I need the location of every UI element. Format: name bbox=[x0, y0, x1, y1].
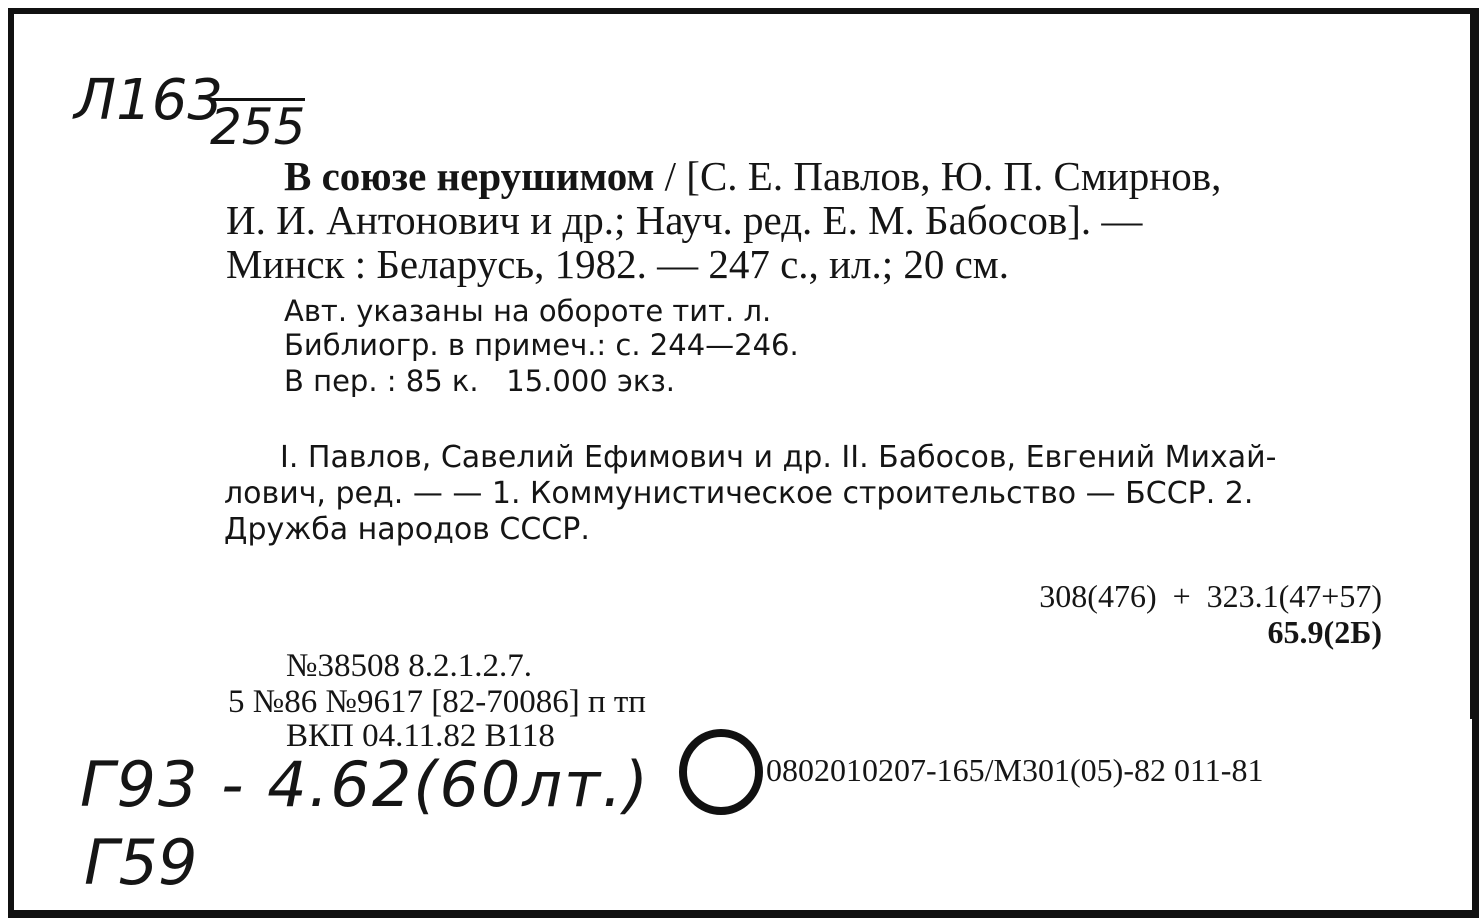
handwritten-note-1: Г93 - 4.62(60лт.) bbox=[80, 748, 650, 821]
bbk-index: 65.9(2Б) bbox=[1267, 614, 1382, 650]
note-binding-price: В пер. : 85 к. 15.000 экз. bbox=[284, 364, 676, 398]
production-line-2: 5 №86 №9617 [82-70086] п тп bbox=[228, 684, 646, 720]
handwritten-note-2: Г59 bbox=[84, 826, 198, 899]
title-line-3: Минск : Беларусь, 1982. — 247 с., ил.; 20 см. bbox=[226, 241, 1009, 287]
tracing-line-1: I. Павлов, Савелий Ефимович и др. II. Бабосов, Евгений Михай- bbox=[280, 440, 1277, 475]
note-bibliography: Библиогр. в примеч.: с. 244—246. bbox=[284, 328, 799, 362]
production-line-1: №38508 8.2.1.2.7. bbox=[286, 648, 532, 684]
tracing-line-2: лович, ред. — — 1. Коммунистическое строительство — БССР. 2. bbox=[224, 476, 1254, 511]
responsibility-statement: / [С. Е. Павлов, Ю. П. Смирнов, bbox=[664, 153, 1222, 199]
note-authors: Авт. указаны на обороте тит. л. bbox=[284, 294, 772, 328]
index-code: 0802010207-165/М301(05)-82 011-81 bbox=[766, 752, 1264, 788]
tracing-line-3: Дружба народов СССР. bbox=[224, 512, 590, 547]
title-line-2: И. И. Антонович и др.; Науч. ред. Е. М. Бабосов]. — bbox=[226, 197, 1143, 243]
call-number-top: Л163 bbox=[74, 68, 223, 133]
udc-index: 308(476) + 323.1(47+57) bbox=[1039, 578, 1382, 614]
call-number-fraction: 255 bbox=[210, 98, 306, 156]
book-title: В союзе нерушимом bbox=[284, 153, 655, 199]
production-line-3: ВКП 04.11.82 В118 bbox=[286, 718, 555, 754]
